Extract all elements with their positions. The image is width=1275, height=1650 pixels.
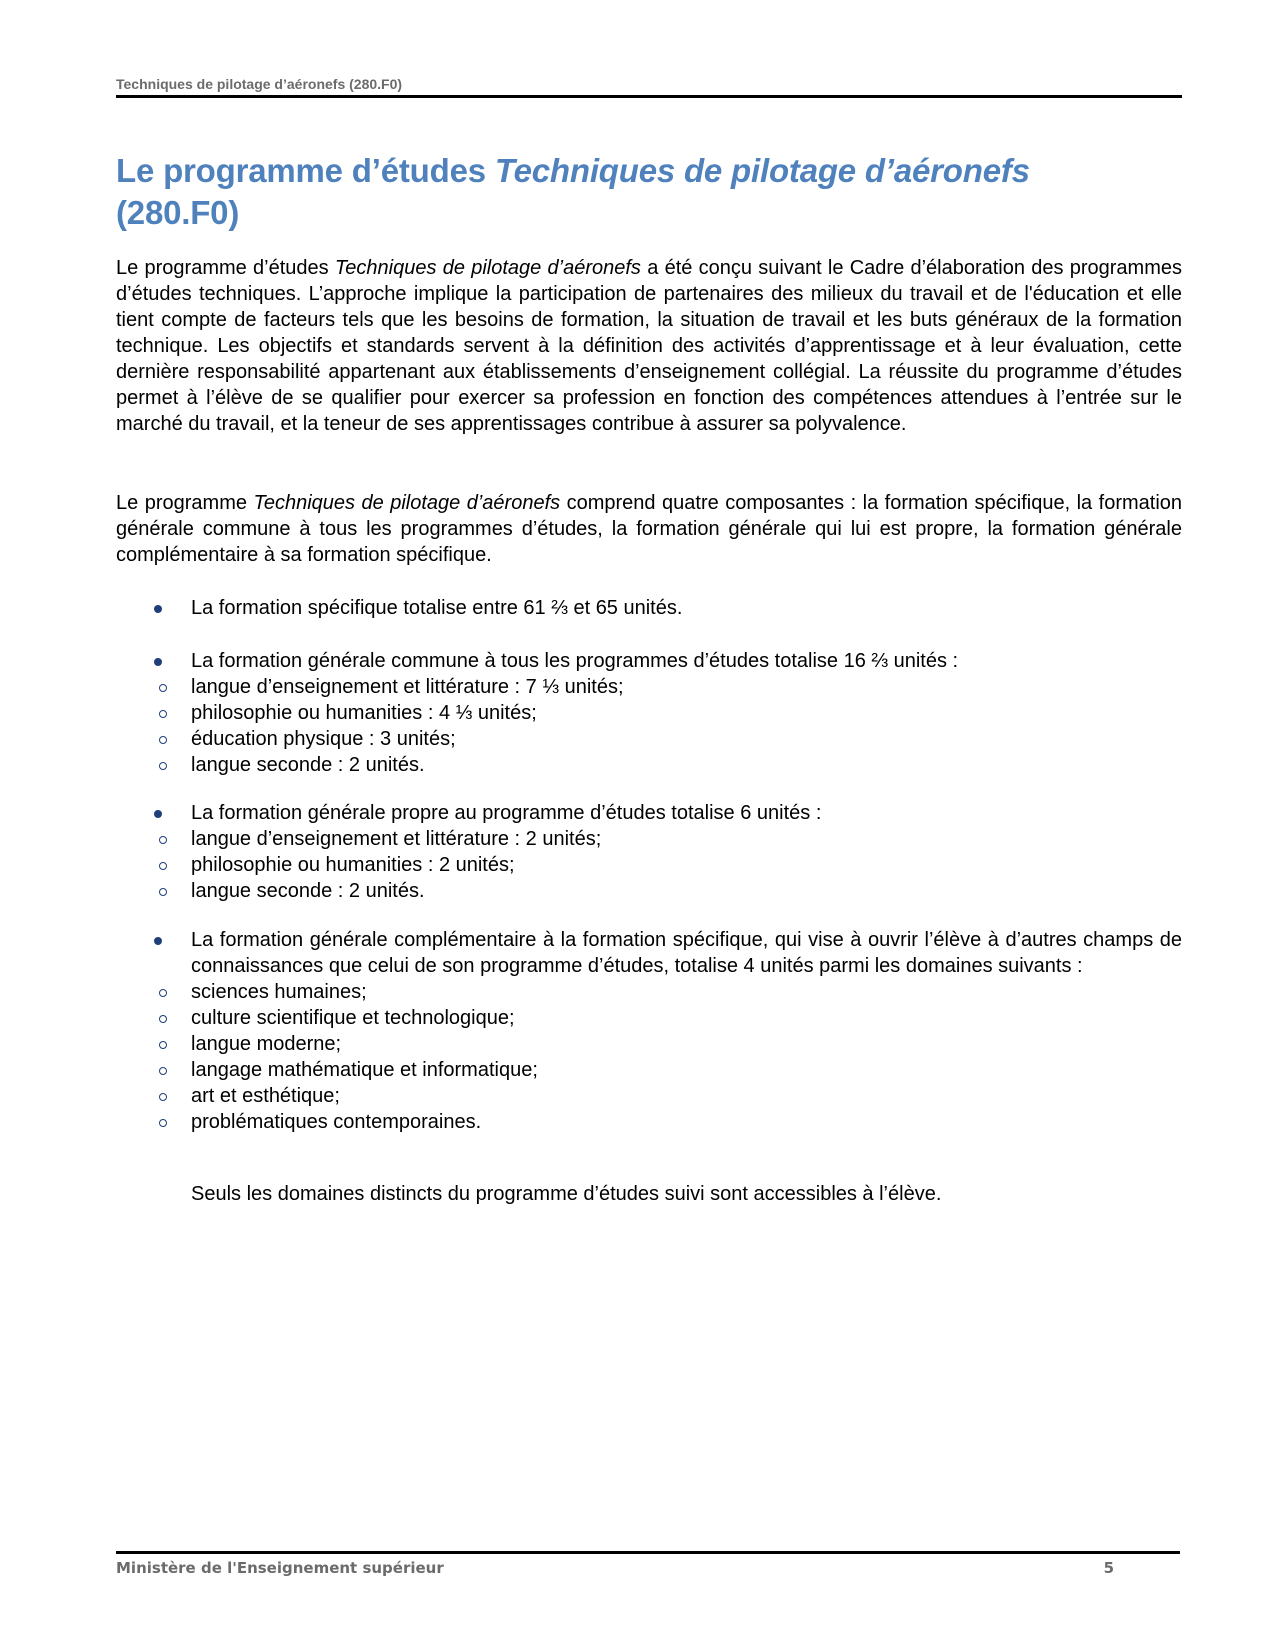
list-item (116, 595, 1182, 621)
circle-bullet-icon (159, 710, 167, 718)
circle-bullet-icon (159, 736, 167, 744)
component-list-general-specific (116, 800, 1182, 904)
sublist-item (149, 674, 1140, 700)
intro-rest: a été conçu suivant le Cadre d’élaboration des programmes d’études techniques. L’approche implique la participation de partenaires des milieux du travail et de l'éducation et elle tient compte de facteurs tels que les besoins de formation, la situation de travail et les buts généraux de la formation technique. Les objectifs et standards servent à la définition des activités d’apprentissage et à leur évaluation, cette dernière responsabilité appartenant aux établissements d’enseignement collégial. La réussite du programme d’études permet à l’élève de se qualifier pour exercer sa profession en fonction des compétences attendues à l’entrée sur le marché du travail, et la teneur de ses apprentissages contribue à assurer sa polyvalence. (116, 257, 1182, 435)
circle-bullet-icon (159, 1093, 167, 1101)
sublist-item-text: langue d’enseignement et littérature : 2 unités; (191, 828, 602, 850)
footer-publisher: Ministère de l'Enseignement supérieur (116, 1559, 444, 1577)
sublist-item (149, 979, 1140, 1005)
bullet-icon (154, 658, 162, 666)
sublist-item-text: langue seconde : 2 unités. (191, 880, 425, 902)
list-item-text: La formation générale commune à tous les programmes d’études totalise 16 ⅔ unités : (191, 650, 959, 672)
sublist-item (149, 726, 1140, 752)
circle-bullet-icon (159, 989, 167, 997)
sublist-item-text: philosophie ou humanities : 2 unités; (191, 854, 515, 876)
list-item (116, 927, 1182, 1135)
circle-bullet-icon (159, 862, 167, 870)
circle-bullet-icon (159, 836, 167, 844)
sublist-item-text: art et esthétique; (191, 1085, 340, 1107)
list-item (116, 800, 1182, 904)
sublist-item-text: langue seconde : 2 unités. (191, 754, 425, 776)
sublist-item-text: langue d’enseignement et littérature : 7 ⅓ unités; (191, 676, 624, 698)
list-item-text: La formation spécifique totalise entre 61 ⅔ et 65 unités. (191, 597, 683, 619)
list-item-text: La formation générale complémentaire à la formation spécifique, qui vise à ouvrir l’élève à d’autres champs de connaissances que celui de son programme d’études, totalise 4 unités parmi les domaines suivants : (191, 929, 1182, 977)
sublist-item (149, 700, 1140, 726)
sublist-item-text: sciences humaines; (191, 981, 367, 1003)
domains-note: Seuls les domaines distincts du programme d’études suivi sont accessibles à l’élève. (191, 1183, 942, 1205)
component-list-general-complementary (116, 927, 1182, 1135)
page-number: 5 (1103, 1559, 1114, 1577)
sublist-item (149, 1005, 1140, 1031)
circle-bullet-icon (159, 1067, 167, 1075)
circle-bullet-icon (159, 684, 167, 692)
sublist (191, 979, 1182, 1135)
sublist-item-text: culture scientifique et technologique; (191, 1007, 515, 1029)
sublist-item (149, 1031, 1140, 1057)
sublist-item (149, 1057, 1140, 1083)
sublist-item-text: éducation physique : 3 unités; (191, 728, 456, 750)
header-rule (116, 95, 1182, 98)
bullet-icon (154, 605, 162, 613)
sublist-item-text: langue moderne; (191, 1033, 342, 1055)
sublist-item (149, 752, 1140, 778)
intro-lead: Le programme d’études (116, 257, 335, 279)
running-title: Techniques de pilotage d’aéronefs (280.F0) (116, 76, 403, 92)
title-program-name: Techniques de pilotage d’aéronefs (494, 152, 1030, 189)
sublist-item-text: problématiques contemporaines. (191, 1111, 482, 1133)
sublist (191, 826, 1182, 904)
circle-bullet-icon (159, 888, 167, 896)
circle-bullet-icon (159, 762, 167, 770)
circle-bullet-icon (159, 1119, 167, 1127)
components-rest: comprend quatre composantes : la formation spécifique, la formation générale commune à tous les programmes d’études, la formation générale qui lui est propre, la formation générale complémentaire à sa formation spécifique. (116, 492, 1183, 566)
circle-bullet-icon (159, 1041, 167, 1049)
bullet-icon (154, 937, 162, 945)
title-code: (280.F0) (116, 194, 240, 231)
intro-paragraph (116, 255, 1182, 437)
components-lead: Le programme (116, 492, 254, 514)
sublist-item (149, 1083, 1140, 1109)
sublist (191, 674, 1182, 778)
bullet-icon (154, 810, 162, 818)
list-item-text: La formation générale propre au programme d’études totalise 6 unités : (191, 802, 822, 824)
sublist-item-text: philosophie ou humanities : 4 ⅓ unités; (191, 702, 537, 724)
sublist-item (149, 826, 1140, 852)
component-list-general-common (116, 648, 1182, 778)
components-program-name: Techniques de pilotage d’aéronefs (253, 492, 561, 514)
page-title (116, 150, 1182, 234)
sublist-item (149, 878, 1140, 904)
list-item (116, 648, 1182, 778)
page-header (116, 76, 1182, 98)
components-paragraph (116, 490, 1182, 568)
sublist-item (149, 852, 1140, 878)
component-list-specific (116, 595, 1182, 621)
title-prefix: Le programme d’études (116, 152, 495, 189)
page-footer (116, 1551, 1180, 1577)
intro-program-name: Techniques de pilotage d’aéronefs (334, 257, 641, 279)
circle-bullet-icon (159, 1015, 167, 1023)
sublist-item (149, 1109, 1140, 1135)
footer-rule (116, 1551, 1180, 1554)
sublist-item-text: langage mathématique et informatique; (191, 1059, 538, 1081)
